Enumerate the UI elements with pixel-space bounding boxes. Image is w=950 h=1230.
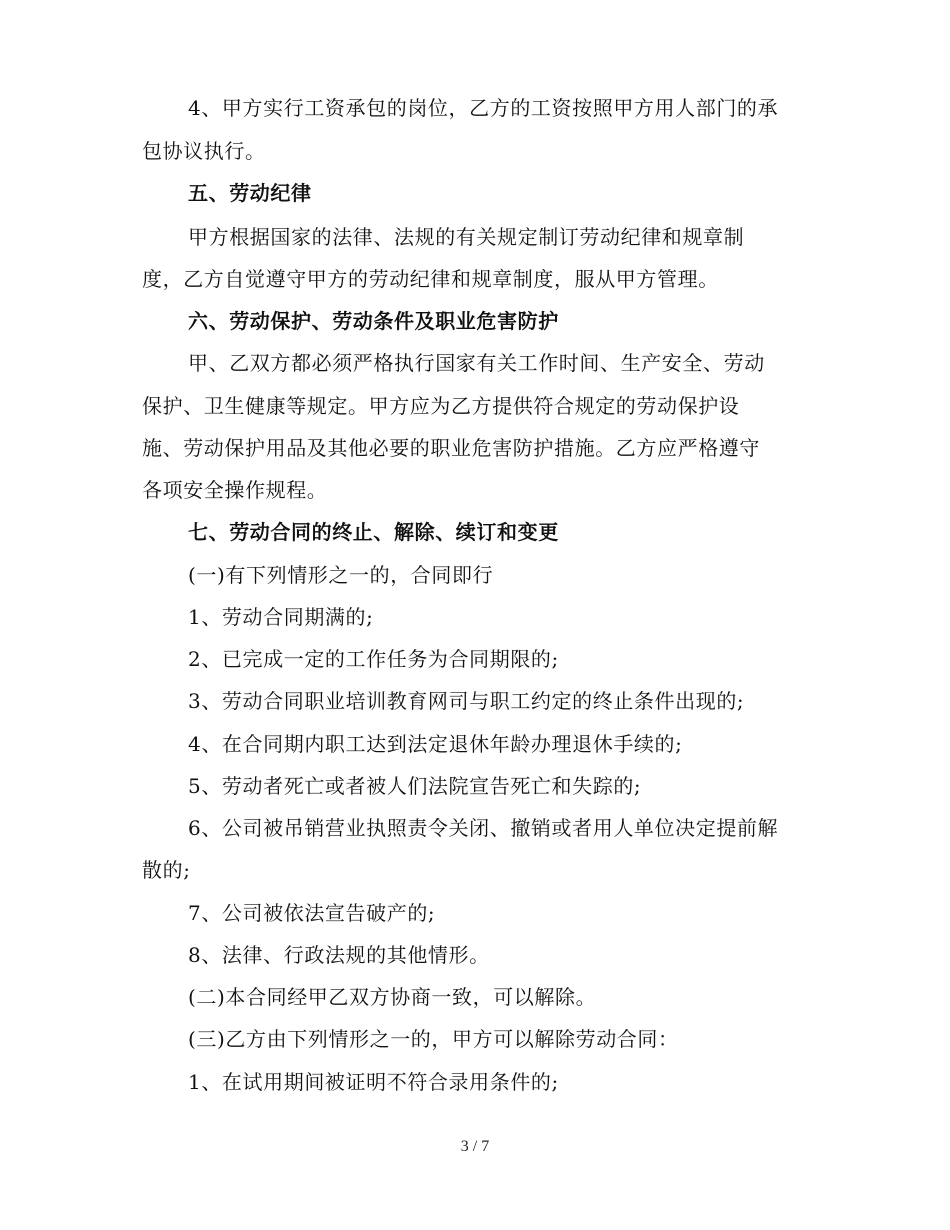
- paragraph-line: 4、甲方实行工资承包的岗位，乙方的工资按照甲方用人部门的承: [188, 96, 779, 120]
- paragraph-line: 各项安全操作规程。: [142, 478, 328, 502]
- paragraph-line: 施、劳动保护用品及其他必要的职业危害防护措施。乙方应严格遵守: [142, 436, 760, 460]
- paragraph-line: 包协议执行。: [142, 139, 266, 163]
- section-heading: 七、劳动合同的终止、解除、续订和变更: [188, 520, 559, 544]
- paragraph-line: 甲、乙双方都必须严格执行国家有关工作时间、生产安全、劳动: [188, 351, 765, 375]
- section-heading: 六、劳动保护、劳动条件及职业危害防护: [188, 309, 559, 333]
- list-item: 4、在合同期内职工达到法定退休年龄办理退休手续的;: [188, 732, 683, 756]
- list-item: 5、劳动者死亡或者被人们法院宣告死亡和失踪的;: [188, 774, 642, 798]
- paragraph-line: 度，乙方自觉遵守甲方的劳动纪律和规章制度，服从甲方管理。: [142, 267, 719, 291]
- list-item: 2、已完成一定的工作任务为合同期限的;: [188, 647, 559, 671]
- list-item: 1、在试用期间被证明不符合录用条件的;: [188, 1070, 559, 1094]
- list-item: 8、法律、行政法规的其他情形。: [188, 943, 490, 967]
- page-number: 3 / 7: [460, 1138, 490, 1155]
- paragraph-line: 甲方根据国家的法律、法规的有关规定制订劳动纪律和规章制: [188, 225, 745, 249]
- list-item: 3、劳动合同职业培训教育网司与职工约定的终止条件出现的;: [188, 689, 745, 713]
- list-item: 7、公司被依法宣告破产的;: [188, 901, 436, 925]
- section-heading: 五、劳动纪律: [188, 181, 312, 205]
- list-item-continuation: 散的;: [142, 858, 191, 882]
- list-item: 6、公司被吊销营业执照责令关闭、撤销或者用人单位决定提前解: [188, 816, 779, 840]
- paragraph-line: (三)乙方由下列情形之一的，甲方可以解除劳动合同：: [188, 1027, 679, 1051]
- paragraph-line: (二)本合同经甲乙双方协商一致，可以解除。: [188, 985, 597, 1009]
- list-item: 1、劳动合同期满的;: [188, 605, 374, 629]
- paragraph-line: (一)有下列情形之一的，合同即行: [188, 563, 494, 587]
- paragraph-line: 保护、卫生健康等规定。甲方应为乙方提供符合规定的劳动保护设: [142, 394, 740, 418]
